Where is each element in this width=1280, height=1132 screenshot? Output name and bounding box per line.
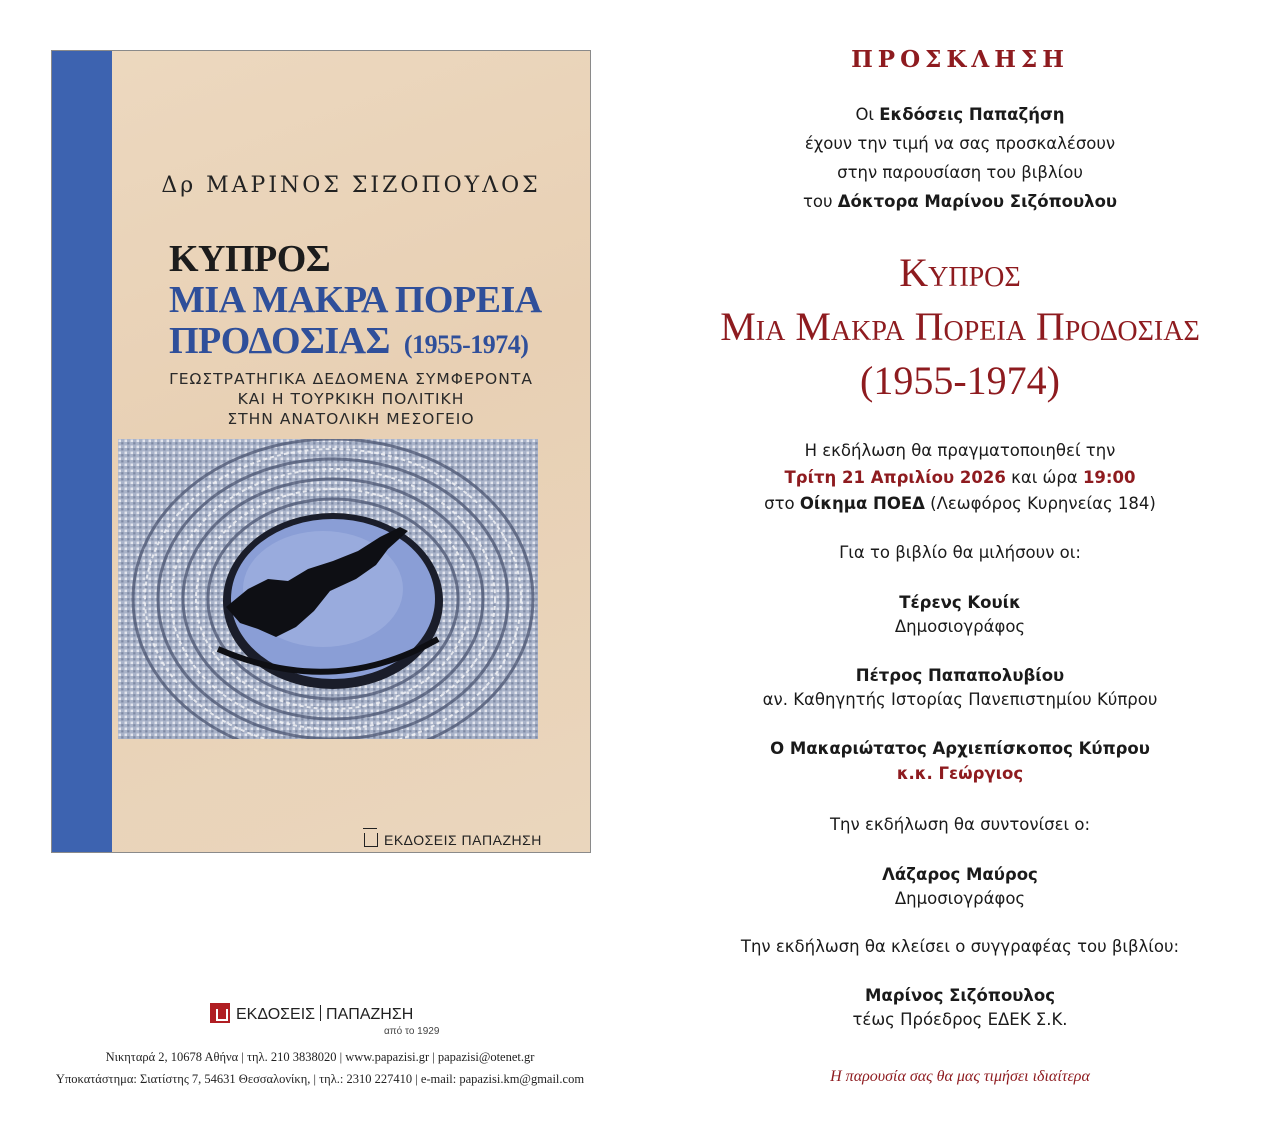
event-line1: Η εκδήλωση θα πραγματοποιηθεί την — [804, 441, 1116, 460]
speaker2-role: αν. Καθηγητής Ιστορίας Πανεπιστημίου Κύπρου — [762, 690, 1158, 709]
cover-subtitle-line: ΚΑΙ Η ΤΟΥΡΚΙΚΗ ΠΟΛΙΤΙΚΗ — [237, 390, 465, 408]
intro-text: Οι — [855, 105, 880, 124]
cover-subtitle — [112, 369, 590, 429]
event-datetime — [640, 463, 1280, 492]
event-venue: Οίκημα ΠΟΕΔ — [799, 494, 925, 513]
event-time: 19:00 — [1082, 468, 1136, 487]
publisher-since: από το 1929 — [384, 1026, 440, 1037]
cover-spine — [52, 51, 112, 852]
speaker2-name: Πέτρος Παπαπολυβίου — [855, 666, 1065, 685]
event-time-label: και ώρα — [1005, 468, 1083, 487]
event-location — [640, 489, 1280, 518]
author-name: Δόκτορα Μαρίνου Σιζόπουλου — [837, 192, 1118, 211]
cover-publisher — [364, 832, 542, 848]
intro-text: του — [802, 192, 838, 211]
cover-title-word: ΠΡΟΔΟΣΙΑΣ — [169, 320, 390, 362]
intro-line4 — [640, 187, 1280, 216]
moderator-name: Λάζαρος Μαύρος — [882, 865, 1038, 884]
event-date: Τρίτη 21 Απριλίου 2026 — [784, 468, 1006, 487]
book-cover — [51, 50, 591, 853]
speakers-intro: Για το βιβλίο θα μιλήσουν οι: — [839, 543, 1081, 562]
closer-role: τέως Πρόεδρος ΕΔΕΚ Σ.Κ. — [852, 1010, 1068, 1029]
book-title-years: (1955-1974) — [860, 358, 1060, 403]
closer-name: Μαρίνος Σιζόπουλος — [865, 986, 1055, 1005]
speaker1-name: Τέρενς Κουίκ — [899, 593, 1021, 612]
intro-line2: έχουν την τιμή να σας προσκαλέσουν — [804, 134, 1116, 153]
closing-note: Η παρουσία σας θα μας τιμήσει ιδιαίτερα — [830, 1068, 1090, 1085]
cover-title-line1: ΚΥΠΡΟΣ — [169, 238, 331, 280]
speaker3-title: κ.κ. Γεώργιος — [896, 764, 1024, 783]
mosaic-cyprus-illustration — [118, 439, 538, 739]
cover-title-line2: ΜΙΑ ΜΑΚΡΑ ΠΟΡΕΙΑ — [169, 279, 542, 321]
cover-author: Δρ ΜΑΡΙΝΟΣ ΣΙΖΟΠΟΥΛΟΣ — [161, 173, 541, 198]
intro-line1 — [640, 100, 1280, 129]
event-address: (Λεωφόρος Κυρηνείας 184) — [924, 494, 1156, 513]
publisher-logo-left: ΕΚΔΟΣΕΙΣ — [236, 1006, 316, 1023]
invitation-heading: ΠΡΟΣΚΛΗΣΗ — [851, 46, 1069, 73]
publisher-address-line1: Νικηταρά 2, 10678 Αθήνα | τηλ. 210 3838020 | www.papazisi.gr | papazisi@otenet.gr — [105, 1050, 535, 1064]
event-at: στο — [764, 494, 800, 513]
cover-subtitle-line: ΣΤΗΝ ΑΝΑΤΟΛΙΚΗ ΜΕΣΟΓΕΙΟ — [227, 410, 475, 428]
cover-years: (1955-1974) — [403, 330, 529, 359]
publisher-logo-separator — [320, 1005, 321, 1021]
speaker3-name: Ο Μακαριώτατος Αρχιεπίσκοπος Κύπρου — [770, 739, 1150, 758]
cover-subtitle-line: ΓΕΩΣΤΡΑΤΗΓΙΚΑ ΔΕΔΟΜΕΝΑ ΣΥΜΦΕΡΟΝΤΑ — [169, 370, 533, 388]
moderator-role: Δημοσιογράφος — [894, 889, 1026, 908]
intro-line3: στην παρουσίαση του βιβλίου — [837, 163, 1083, 182]
moderator-intro: Την εκδήλωση θα συντονίσει ο: — [829, 815, 1091, 834]
publisher-logo-icon — [210, 1003, 230, 1023]
cover-publisher-label: ΕΚΔΟΣΕΙΣ ΠΑΠΑΖΗΣΗ — [384, 832, 542, 848]
book-title-line1: Κυπρος — [899, 250, 1021, 295]
publisher-logo-icon — [364, 833, 378, 847]
cover-title-line3 — [169, 319, 528, 363]
closer-intro: Την εκδήλωση θα κλείσει ο συγγραφέας του βιβλίου: — [740, 937, 1180, 956]
publisher-name: Εκδόσεις Παπαζήση — [879, 105, 1065, 124]
publisher-address-line2: Υποκατάστημα: Σιατίστης 7, 54631 Θεσσαλονίκη, | τηλ.: 2310 227410 | e-mail: papazisi.km@gmail.com — [55, 1072, 585, 1086]
speaker1-role: Δημοσιογράφος — [894, 617, 1026, 636]
book-title-line2: Μια Μακρα Πορεια Προδοσιας — [720, 304, 1200, 349]
publisher-logo-right: ΠΑΠΑΖΗΣΗ — [326, 1006, 414, 1023]
publisher-logo — [210, 1003, 413, 1024]
